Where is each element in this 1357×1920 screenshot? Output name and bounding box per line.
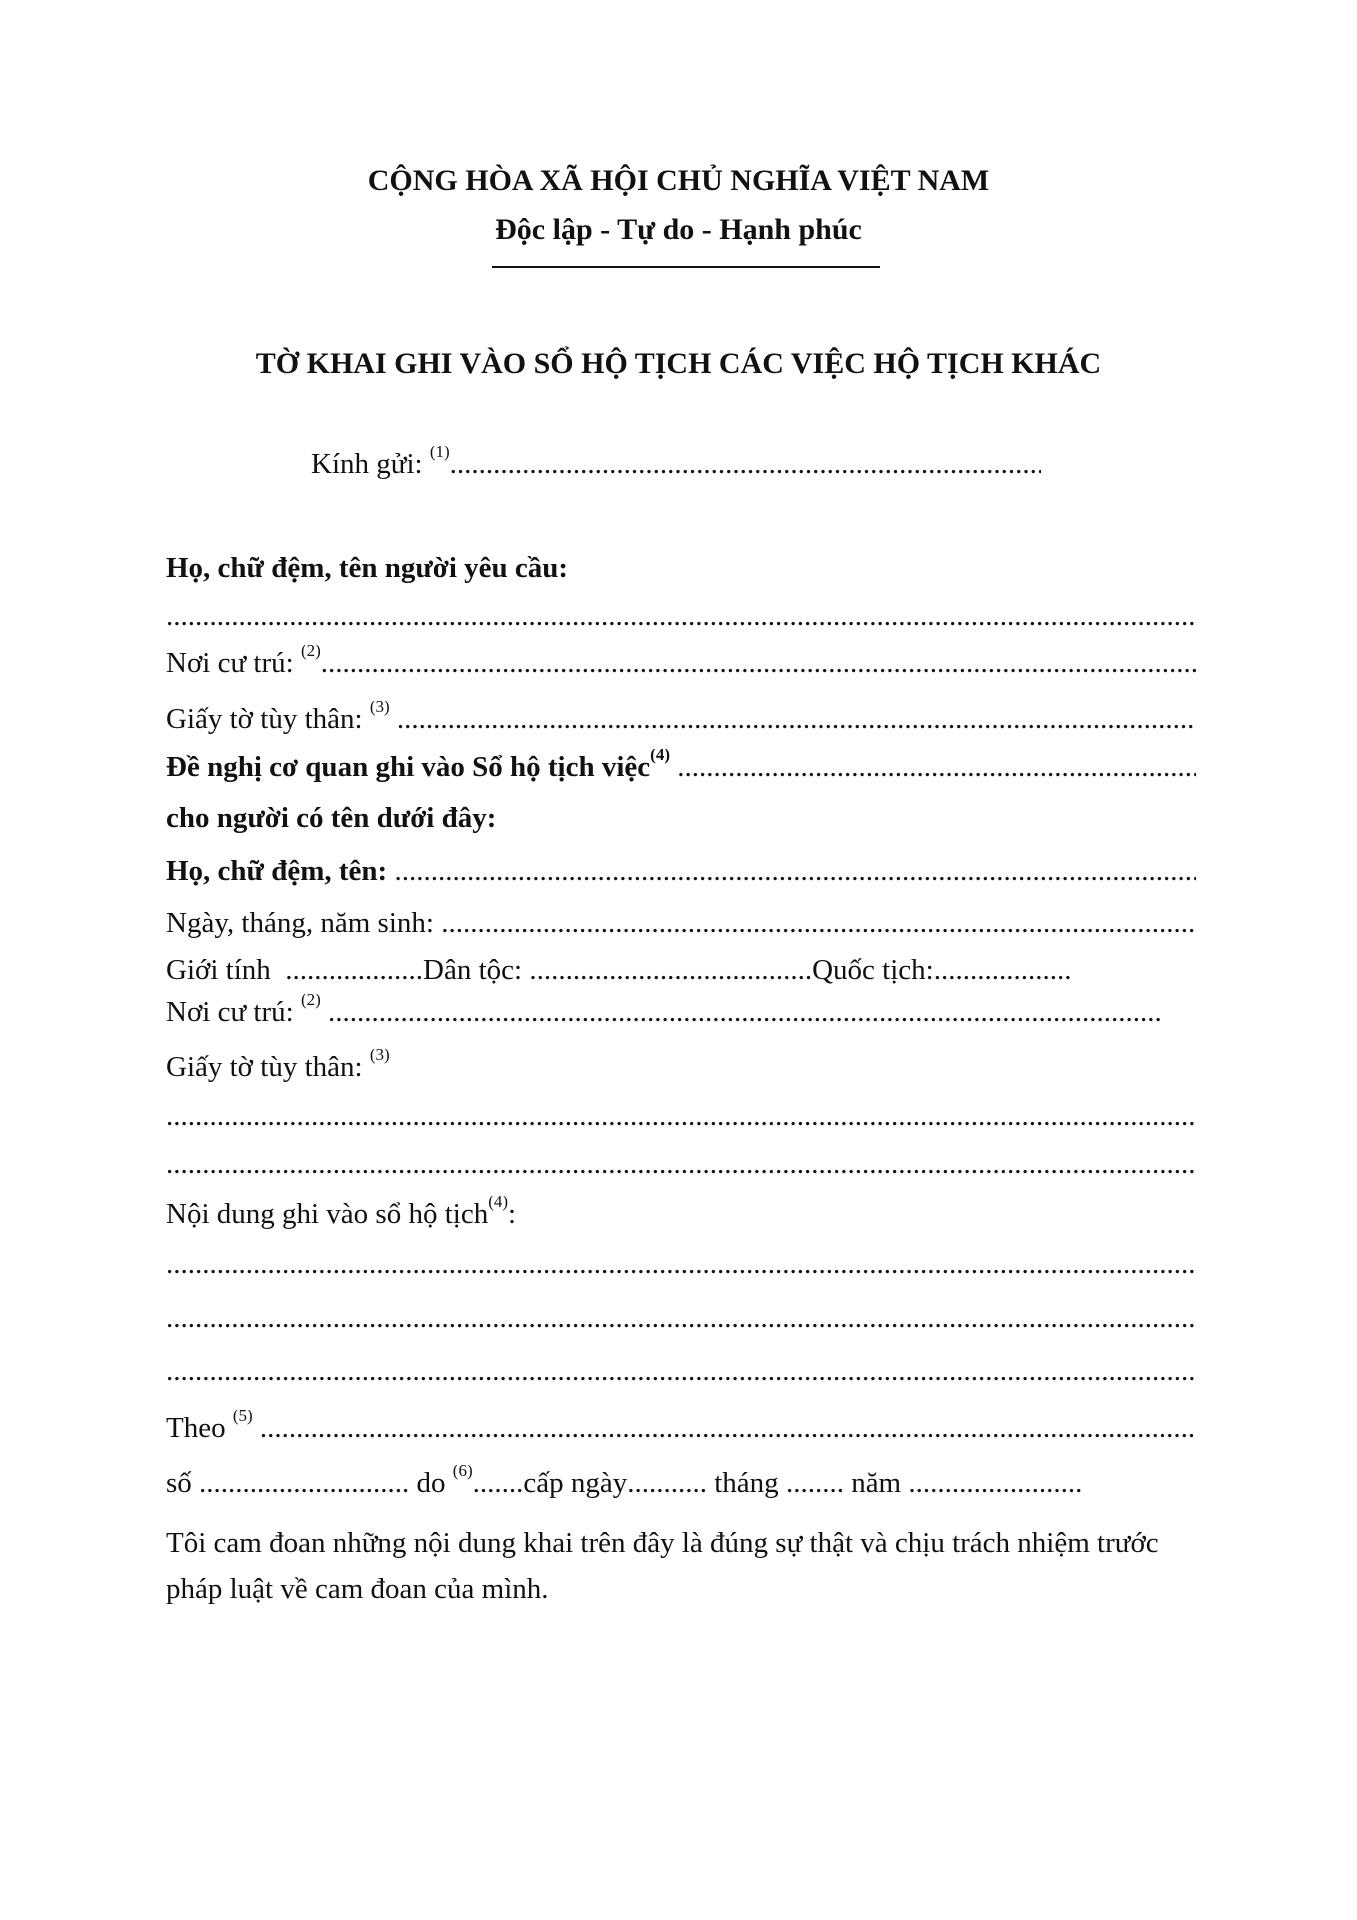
content-field-2[interactable] <box>166 1300 1196 1336</box>
content-field-1[interactable] <box>166 1246 1196 1282</box>
requester-residence-label: Nơi cư trú: <box>166 647 294 679</box>
subject-id-field-2[interactable] <box>166 1146 1196 1182</box>
dotted-line <box>166 1098 1196 1134</box>
motto: Độc lập - Tự do - Hạnh phúc <box>495 213 862 246</box>
requester-name-field[interactable] <box>166 598 1196 634</box>
subject-id-label: Giấy tờ tùy thân: <box>166 1051 363 1083</box>
content-label: Nội dung ghi vào sổ hộ tịch <box>166 1198 489 1230</box>
subject-name-line <box>166 853 1196 889</box>
subject-nationality-label: Quốc tịch: <box>812 954 934 986</box>
dotted-line <box>166 598 1196 634</box>
subject-residence-field[interactable] <box>328 994 1163 1030</box>
request-line <box>166 749 1196 785</box>
subject-id-field-1[interactable] <box>166 1098 1196 1134</box>
requester-id-label: Giấy tờ tùy thân: <box>166 703 363 735</box>
day-field[interactable]: ........... <box>627 1467 707 1499</box>
cap-ngay-label: cấp ngày <box>523 1467 628 1499</box>
subject-gender-line <box>166 952 1196 988</box>
year-field[interactable]: ........................ <box>908 1467 1083 1499</box>
theo-note: (5) <box>232 1410 253 1425</box>
dotted-line <box>166 1353 1196 1389</box>
subject-dob-label: Ngày, tháng, năm sinh: <box>166 907 434 939</box>
content-line <box>166 1196 1196 1232</box>
dotted-line <box>166 1246 1196 1282</box>
do-field[interactable]: ....... <box>472 1467 524 1499</box>
issue-line <box>166 1465 1196 1501</box>
subject-ethnicity-field[interactable]: ....................................... <box>529 954 813 986</box>
subject-residence-note: (2) <box>300 994 321 1009</box>
addressee-label: Kính gửi: <box>311 448 423 480</box>
theo-label: Theo <box>166 1412 226 1444</box>
addressee-line <box>311 446 1041 482</box>
do-label: do <box>416 1467 446 1499</box>
so-field[interactable]: ............................. <box>199 1467 410 1499</box>
dotted-line <box>166 1300 1196 1336</box>
subject-id-line <box>166 1049 1196 1085</box>
requester-id-note: (3) <box>369 701 390 716</box>
declaration-text: Tôi cam đoan những nội dung khai trên đây là đúng sự thật và chịu trách nhiệm trước pháp luật về cam đoan của mình. <box>166 1527 1159 1605</box>
requester-residence-note: (2) <box>300 645 321 660</box>
subject-nationality-field[interactable]: ................... <box>933 954 1072 986</box>
form-title: TỜ KHAI GHI VÀO SỔ HỘ TỊCH CÁC VIỆC HỘ TỊCH KHÁC <box>255 347 1102 380</box>
subject-gender-field[interactable]: ................... <box>285 954 424 986</box>
request-field[interactable] <box>677 749 1196 785</box>
content-note: (4) <box>488 1196 509 1211</box>
content-field-3[interactable] <box>166 1353 1196 1389</box>
requester-heading: Họ, chữ đệm, tên người yêu cầu: <box>166 552 569 584</box>
subject-name-label: Họ, chữ đệm, tên: <box>166 855 388 887</box>
subject-dob-field[interactable] <box>441 905 1196 941</box>
month-field[interactable]: ........ <box>785 1467 844 1499</box>
requester-id-field[interactable] <box>397 701 1196 737</box>
subject-dob-line <box>166 905 1196 941</box>
subject-name-field[interactable] <box>394 853 1196 889</box>
addressee-note: (1) <box>429 446 450 461</box>
so-label: số <box>166 1467 192 1499</box>
request-note: (4) <box>650 749 670 764</box>
dotted-line <box>166 1146 1196 1182</box>
subject-gender-label: Giới tính <box>166 954 271 986</box>
for-person-label: cho người có tên dưới đây: <box>166 802 497 834</box>
do-note: (6) <box>452 1465 473 1480</box>
subject-id-note: (3) <box>369 1049 390 1064</box>
addressee-field[interactable] <box>450 446 1041 482</box>
nam-label: năm <box>851 1467 902 1499</box>
basis-line <box>166 1410 1196 1446</box>
subject-ethnicity-label: Dân tộc: <box>423 954 523 986</box>
motto-underline <box>492 266 880 268</box>
nation-heading: CỘNG HÒA XÃ HỘI CHỦ NGHĨA VIỆT NAM <box>367 164 990 197</box>
request-label: Đề nghị cơ quan ghi vào Sổ hộ tịch việc <box>166 751 651 783</box>
theo-field[interactable] <box>260 1410 1196 1446</box>
subject-residence-line <box>166 994 1196 1030</box>
requester-residence-field[interactable] <box>321 645 1196 681</box>
requester-residence-line <box>166 645 1196 681</box>
requester-id-line <box>166 701 1196 737</box>
thang-label: tháng <box>714 1467 779 1499</box>
subject-residence-label: Nơi cư trú: <box>166 996 294 1028</box>
content-suffix: : <box>508 1198 517 1230</box>
